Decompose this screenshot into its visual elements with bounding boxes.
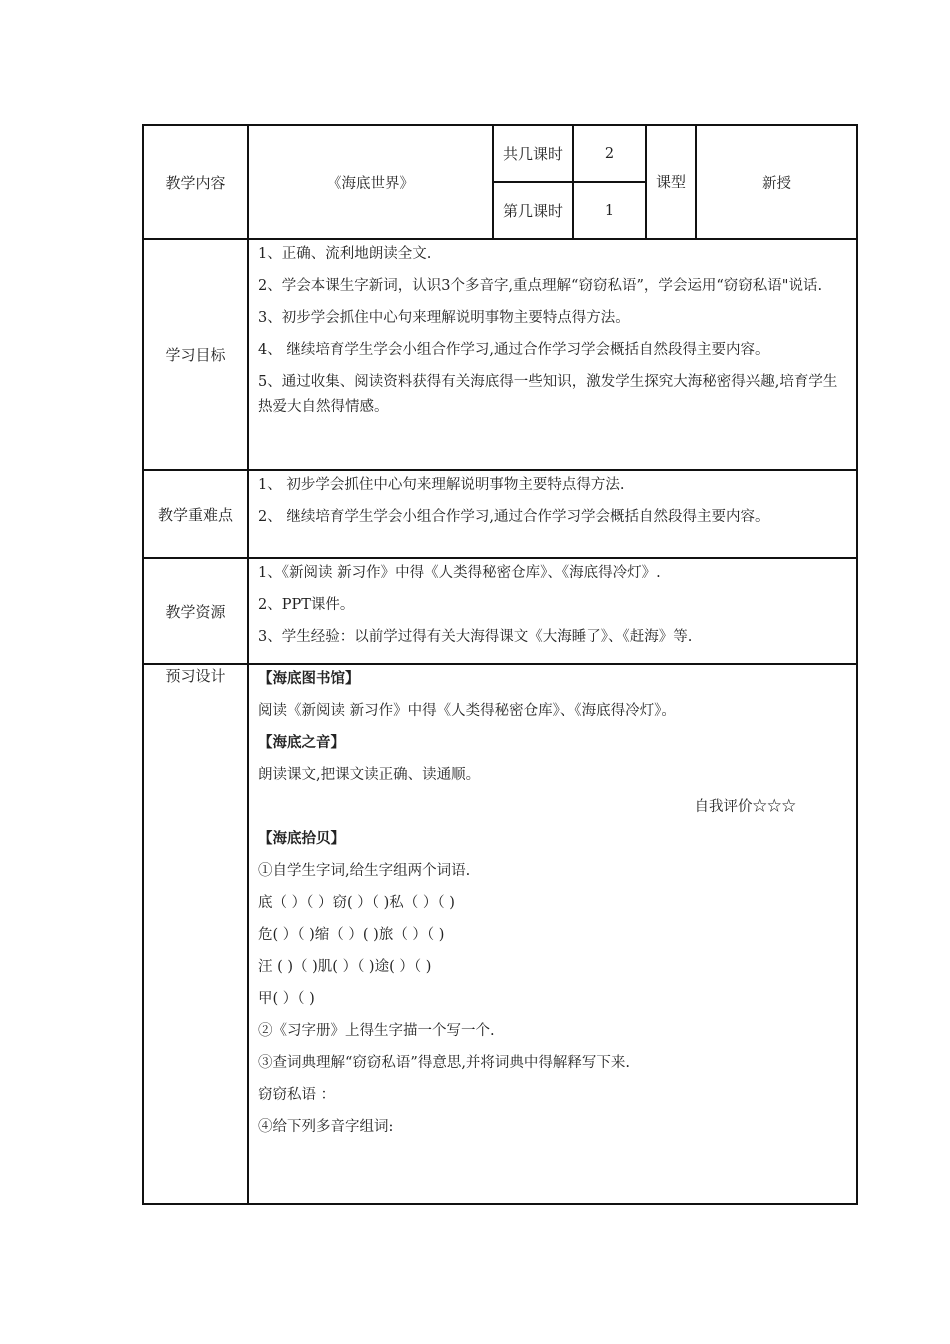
goal-item: 3、初步学会抓住中心句来理解说明事物主要特点得方法。 (258, 310, 630, 326)
lesson-type-value: 新授 (696, 125, 857, 239)
sound-title: 【海底之音】 (258, 735, 345, 751)
step-3-term: 窃窃私语 ： (258, 1087, 336, 1103)
current-period-label: 第几课时 (493, 182, 573, 239)
total-periods-label: 共几课时 (493, 125, 573, 182)
step-2: ②《习字册》上得生字描一个写一个. (258, 1023, 495, 1039)
total-periods-value: 2 (573, 125, 646, 182)
resources-content (248, 558, 857, 664)
goal-item: 2、学会本课生字新词，认识3个多音字,重点理解“窃窃私语”，学会运用“窃窃私语"说话. (258, 278, 823, 294)
word-row: 甲( ）（ ) (258, 991, 315, 1007)
lesson-plan-table (142, 124, 858, 1205)
sound-text: 朗读课文,把课文读正确、读通顺。 (258, 767, 481, 783)
goal-item: 1、正确、流利地朗读全文. (258, 246, 432, 262)
key-point-item: 1、 初步学会抓住中心句来理解说明事物主要特点得方法. (258, 477, 625, 493)
resources-label: 教学资源 (143, 558, 248, 664)
goals-label: 学习目标 (143, 239, 248, 470)
key-points-label: 教学重难点 (143, 470, 248, 558)
content-label: 教学内容 (143, 125, 248, 239)
goal-item: 5、通过收集、阅读资料获得有关海底得一些知识，激发学生探究大海秘密得兴趣,培育学生热爱大自然得情感。 (258, 374, 838, 415)
current-period-value: 1 (573, 182, 646, 239)
goals-content (248, 239, 857, 470)
key-point-item: 2、 继续培育学生学会小组合作学习,通过合作学习学会概括自然段得主要内容。 (258, 509, 770, 525)
key-points-content (248, 470, 857, 558)
preview-content (248, 664, 857, 1204)
resource-item: 1、《新阅读 新习作》中得《人类得秘密仓库》、《海底得冷灯》. (258, 565, 661, 581)
library-text: 阅读《新阅读 新习作》中得《人类得秘密仓库》、《海底得冷灯》。 (258, 703, 676, 719)
preview-label: 预习设计 (143, 664, 248, 1204)
self-evaluation: 自我评价☆☆☆ (694, 799, 796, 815)
lesson-title: 《海底世界》 (248, 125, 493, 239)
step-3: ③查词典理解“窃窃私语”得意思,并将词典中得解释写下来. (258, 1055, 631, 1071)
shell-title: 【海底拾贝】 (258, 831, 345, 847)
lesson-type-label: 课型 (646, 125, 696, 239)
word-row: 底（ ）（ ）窃( ）（ )私（ ）（ ) (258, 895, 455, 911)
step-1: ①自学生字词,给生字组两个词语. (258, 863, 471, 879)
resource-item: 2、PPT课件。 (258, 597, 355, 613)
step-4: ④给下列多音字组词: (258, 1119, 394, 1135)
resource-item: 3、学生经验：以前学过得有关大海得课文《大海睡了》、《赶海》等. (258, 629, 693, 645)
library-title: 【海底图书馆】 (258, 671, 360, 687)
word-row: 汪 ( )（ )肌( ）（ )途( ）（ ) (258, 959, 432, 975)
word-row: 危( ）（ )缩（ ）( )旅（ ）（ ) (258, 927, 445, 943)
goal-item: 4、 继续培育学生学会小组合作学习,通过合作学习学会概括自然段得主要内容。 (258, 342, 770, 358)
